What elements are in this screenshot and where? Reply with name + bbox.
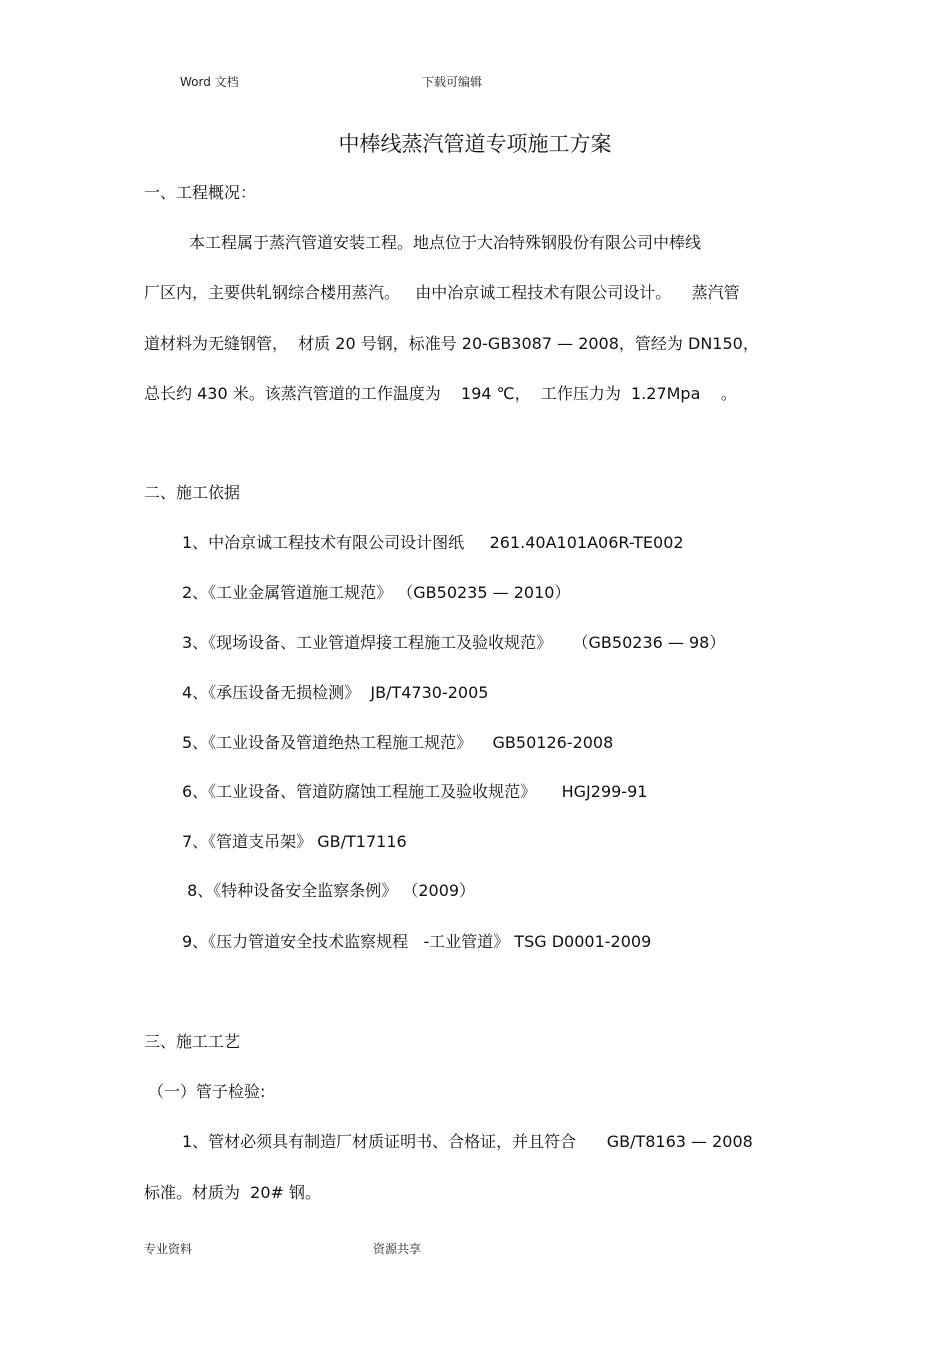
page-title: 中棒线蒸汽管道专项施工方案: [338, 132, 612, 156]
section1-heading: 一、工程概况：: [144, 183, 257, 202]
reference-item: 3、《现场设备、工业管道焊接工程施工及验收规范》 （GB50236 — 98）: [182, 633, 726, 652]
section3-subheading: （一）管子检验:: [148, 1082, 266, 1101]
reference-item: 2、《工业金属管道施工规范》 （GB50235 — 2010）: [182, 583, 571, 602]
footer-left: 专业资料: [144, 1242, 193, 1256]
header-left: Word 文档: [180, 75, 239, 89]
header-right: 下载可编辑: [422, 75, 483, 89]
section2-heading: 二、施工依据: [144, 483, 241, 502]
reference-item: 4、《承压设备无损检测》 JB/T4730-2005: [182, 683, 489, 702]
section3-line: 标准。材质为 20# 钢。: [144, 1183, 322, 1202]
reference-item: 1、中冶京诚工程技术有限公司设计图纸 261.40A101A06R-TE002: [182, 533, 684, 552]
reference-item: 6、《工业设备、管道防腐蚀工程施工及验收规范》 HGJ299-91: [182, 782, 648, 801]
reference-item: 9、《压力管道安全技术监察规程 -工业管道》 TSG D0001-2009: [182, 932, 652, 951]
section1-line: 道材料为无缝钢管， 材质 20 号钢，标准号 20-GB3087 — 2008，管经为 DN150，: [144, 334, 759, 353]
reference-item: 7、《管道支吊架》 GB/T17116: [182, 832, 407, 851]
section3-line: 1、管材必须具有制造厂材质证明书、合格证，并且符合 GB/T8163 — 2008: [182, 1132, 753, 1151]
section3-heading: 三、施工工艺: [144, 1032, 241, 1051]
reference-item: 8、《特种设备安全监察条例》 （2009）: [182, 881, 476, 900]
footer-right: 资源共享: [373, 1242, 422, 1256]
section1-line: 总长约 430 米。该蒸汽管道的工作温度为 194 ℃， 工作压力为 1.27Mpa 。: [144, 384, 737, 403]
section1-line: 厂区内，主要供轧钢综合楼用蒸汽。 由中冶京诚工程技术有限公司设计。 蒸汽管: [144, 283, 740, 302]
reference-item: 5、《工业设备及管道绝热工程施工规范》 GB50126-2008: [182, 733, 614, 752]
section1-line: 本工程属于蒸汽管道安装工程。地点位于大冶特殊钢股份有限公司中棒线: [189, 233, 702, 252]
